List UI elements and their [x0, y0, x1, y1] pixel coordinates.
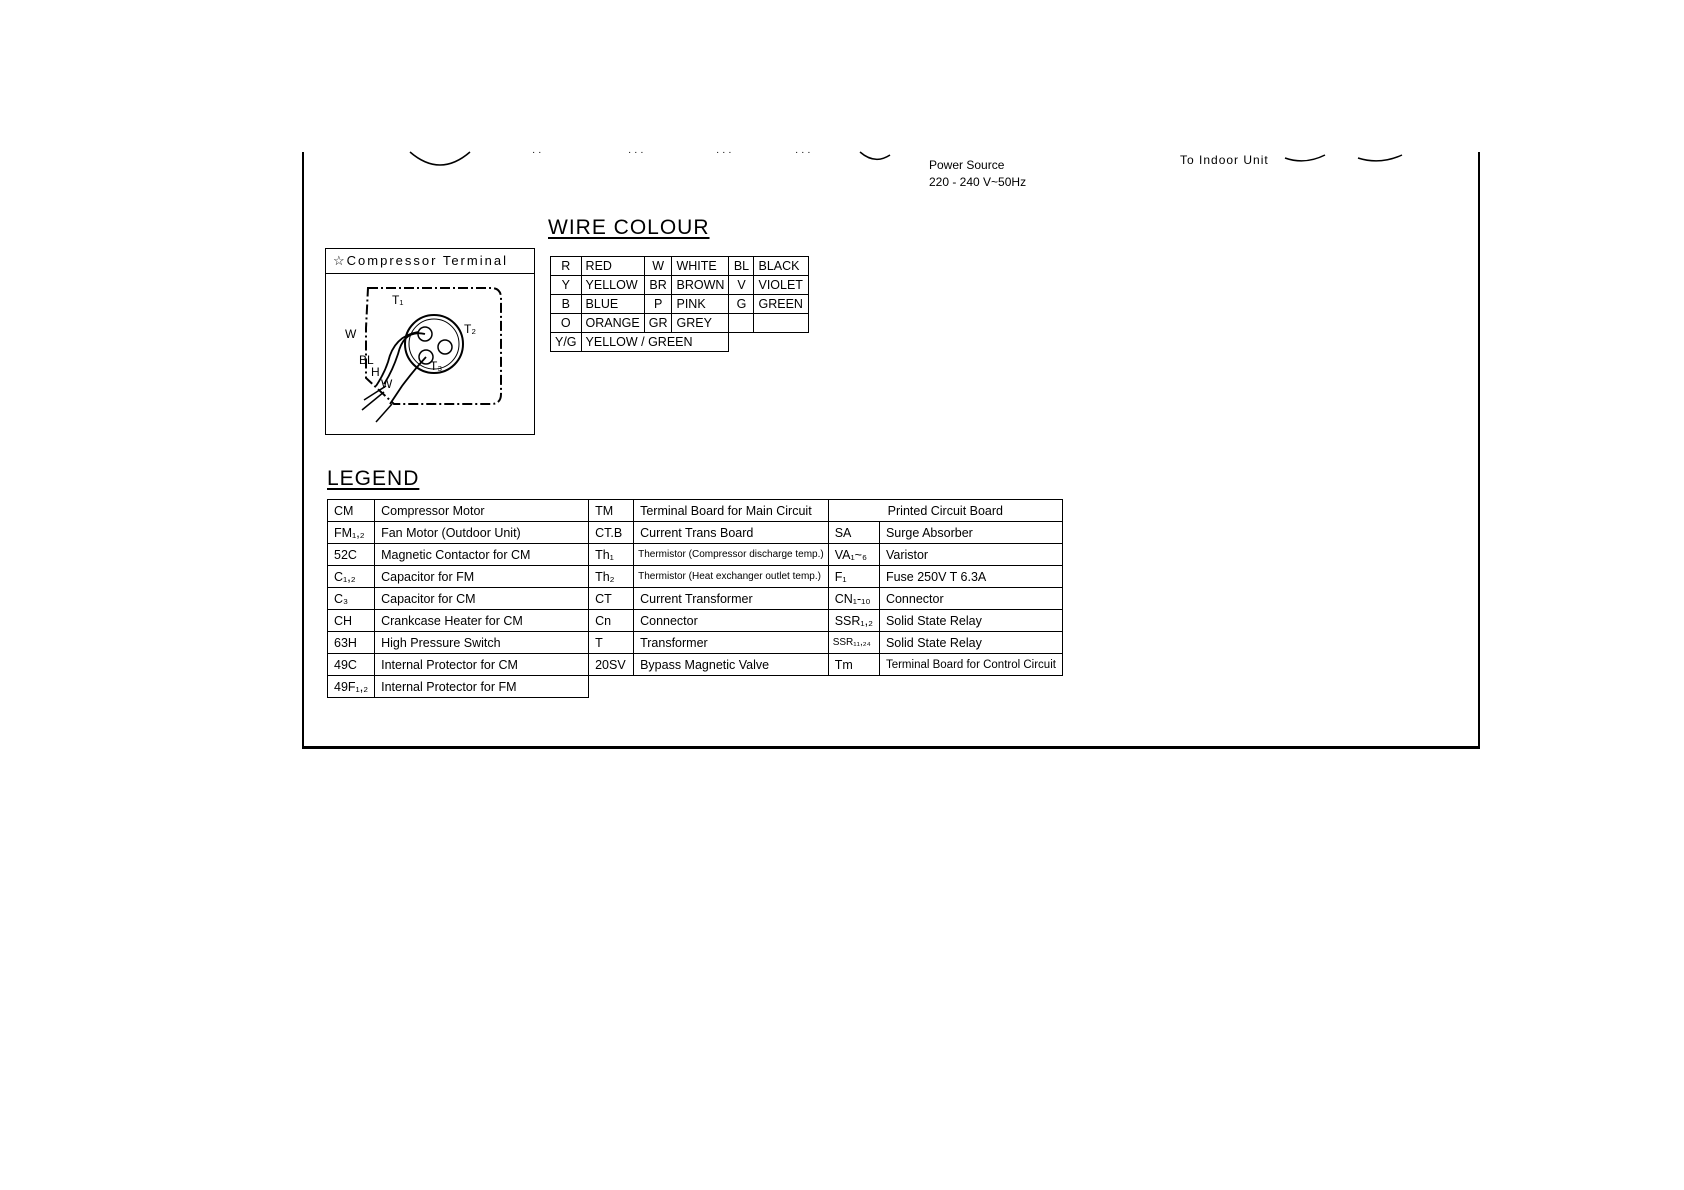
compressor-terminal-box: [325, 248, 535, 435]
legend-code: CN₁-₁₀: [828, 588, 879, 610]
compressor-terminal-diagram: [326, 274, 534, 434]
wire-code: GR: [644, 314, 672, 333]
wire-colour-name: YELLOW: [581, 276, 644, 295]
legend-code: F₁: [828, 566, 879, 588]
legend-code: T: [589, 632, 634, 654]
legend-code: C₁,₂: [328, 566, 375, 588]
legend-code: TM: [589, 500, 634, 522]
legend-row: [328, 522, 1063, 544]
legend-desc: Thermistor (Heat exchanger outlet temp.): [634, 566, 829, 588]
wire-code: Y: [551, 276, 582, 295]
legend-row: [328, 676, 1063, 698]
legend-table: [327, 499, 1063, 698]
wire-w-label: W: [345, 327, 357, 341]
wire-colour-name: GREEN: [754, 295, 809, 314]
legend-desc: Current Transformer: [634, 588, 829, 610]
wire-colour-row: [551, 314, 809, 333]
wire-code: BR: [644, 276, 672, 295]
legend-code: 49F₁,₂: [328, 676, 375, 698]
wire-colour-table: [550, 256, 809, 352]
wire-colour-name: BLUE: [581, 295, 644, 314]
wire-bl-label: BL: [359, 353, 374, 367]
wire-code: W: [644, 257, 672, 276]
legend-desc: Varistor: [879, 544, 1062, 566]
to-indoor-unit-label: To Indoor Unit: [1180, 153, 1269, 167]
wire-colour-name: GREY: [672, 314, 729, 333]
wire-code: R: [551, 257, 582, 276]
svg-text:· · ·: · · ·: [716, 147, 732, 158]
legend-desc: Solid State Relay: [879, 632, 1062, 654]
power-source-label: Power Source: [929, 158, 1005, 172]
legend-code: CT.B: [589, 522, 634, 544]
wire-colour-row: [551, 276, 809, 295]
wire-colour-name: BLACK: [754, 257, 809, 276]
legend-code: SSR₁₁,₂₄: [828, 632, 879, 654]
legend-code: SA: [828, 522, 879, 544]
legend-desc: Capacitor for CM: [375, 588, 589, 610]
legend-desc: Bypass Magnetic Valve: [634, 654, 829, 676]
svg-text:· · ·: · · ·: [628, 147, 644, 158]
wire-code: O: [551, 314, 582, 333]
wire-colour-row: [551, 295, 809, 314]
compressor-terminal-title: ☆Compressor Terminal: [326, 249, 534, 274]
legend-desc: Capacitor for FM: [375, 566, 589, 588]
power-source-spec: 220 - 240 V~50Hz: [929, 175, 1027, 189]
terminal-t1-label: T₁: [392, 293, 404, 307]
legend-code: Cn: [589, 610, 634, 632]
legend-desc: Surge Absorber: [879, 522, 1062, 544]
legend-code: CM: [328, 500, 375, 522]
wire-code: Y/G: [551, 333, 582, 352]
svg-text:· ·: · ·: [532, 147, 542, 158]
wire-code: BL: [729, 257, 754, 276]
wire-code: G: [729, 295, 754, 314]
legend-code: C₃: [328, 588, 375, 610]
legend-desc: Terminal Board for Main Circuit: [634, 500, 829, 522]
legend-desc: Connector: [879, 588, 1062, 610]
legend-desc: Fuse 250V T 6.3A: [879, 566, 1062, 588]
legend-desc: Connector: [634, 610, 829, 632]
legend-row: [328, 544, 1063, 566]
wire-code: B: [551, 295, 582, 314]
legend-code: FM₁,₂: [328, 522, 375, 544]
wire-code: P: [644, 295, 672, 314]
terminal-t3-label: T₃: [430, 359, 443, 373]
legend-code: VA₁~₆: [828, 544, 879, 566]
legend-code: CH: [328, 610, 375, 632]
legend-code: Tm: [828, 654, 879, 676]
legend-desc: Fan Motor (Outdoor Unit): [375, 522, 589, 544]
legend-desc: Internal Protector for CM: [375, 654, 589, 676]
legend-desc: Magnetic Contactor for CM: [375, 544, 589, 566]
wire-colour-name: YELLOW / GREEN: [581, 333, 729, 352]
wire-colour-name: BROWN: [672, 276, 729, 295]
svg-text:· · ·: · · ·: [795, 147, 811, 158]
wire-colour-row: [551, 257, 809, 276]
legend-title: LEGEND: [327, 467, 420, 490]
legend-code: 49C: [328, 654, 375, 676]
wire-code: [729, 314, 754, 333]
legend-row: [328, 566, 1063, 588]
wire-colour-name: WHITE: [672, 257, 729, 276]
wire-colour-name: RED: [581, 257, 644, 276]
legend-desc: Thermistor (Compressor discharge temp.): [634, 544, 829, 566]
legend-code: CT: [589, 588, 634, 610]
legend-desc: Crankcase Heater for CM: [375, 610, 589, 632]
wire-h-label: H: [371, 365, 380, 379]
wire-colour-name: VIOLET: [754, 276, 809, 295]
legend-desc: Transformer: [634, 632, 829, 654]
legend-desc: Compressor Motor: [375, 500, 589, 522]
legend-code: Th₂: [589, 566, 634, 588]
legend-code: 63H: [328, 632, 375, 654]
legend-desc: High Pressure Switch: [375, 632, 589, 654]
legend-code: 20SV: [589, 654, 634, 676]
pcb-header: Printed Circuit Board: [828, 500, 1062, 522]
wire-colour-name: [754, 314, 809, 333]
legend-desc: Internal Protector for FM: [375, 676, 589, 698]
empty-cell: [589, 676, 1063, 698]
legend-desc: Current Trans Board: [634, 522, 829, 544]
legend-row: [328, 610, 1063, 632]
wire-colour-name: ORANGE: [581, 314, 644, 333]
legend-code: Th₁: [589, 544, 634, 566]
legend-row: [328, 654, 1063, 676]
wire-colour-title: WIRE COLOUR: [548, 216, 710, 239]
wire-colour-name: PINK: [672, 295, 729, 314]
wire-code: V: [729, 276, 754, 295]
legend-row: [328, 588, 1063, 610]
terminal-t2-label: T₂: [464, 322, 476, 336]
cropped-schematic-fragments: [0, 0, 1684, 200]
empty-cell: [729, 333, 809, 352]
wire-colour-row: [551, 333, 809, 352]
legend-row: [328, 500, 1063, 522]
legend-code: 52C: [328, 544, 375, 566]
wire-w-bottom-label: W: [381, 377, 393, 391]
legend-desc: Terminal Board for Control Circuit: [879, 654, 1062, 676]
legend-row: [328, 632, 1063, 654]
legend-desc: Solid State Relay: [879, 610, 1062, 632]
legend-code: SSR₁,₂: [828, 610, 879, 632]
